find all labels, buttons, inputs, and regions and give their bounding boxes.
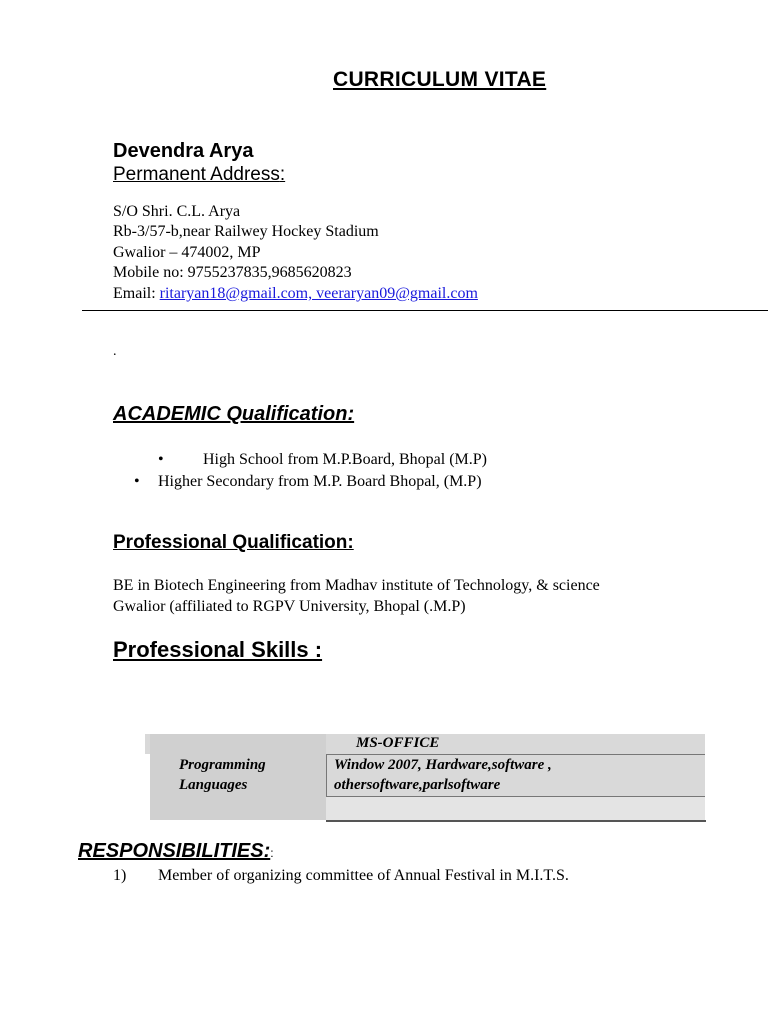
qualification-line-2: Gwalior (affiliated to RGPV University, Bhopal (.M.P) bbox=[113, 598, 466, 615]
academic-item-2 bbox=[134, 473, 482, 491]
permanent-address-label: Permanent Address bbox=[113, 164, 280, 185]
skills-value-line-2: othersoftware,parlsoftware bbox=[334, 777, 501, 793]
permanent-address-colon: : bbox=[279, 164, 286, 185]
email-line bbox=[113, 285, 478, 303]
stray-dot: . bbox=[113, 344, 117, 359]
academic-heading: ACADEMIC Qualification: bbox=[113, 403, 355, 425]
document-title: CURRICULUM VITAE bbox=[333, 68, 547, 91]
skills-label-line-1: Programming bbox=[179, 757, 266, 773]
address-line-1: S/O Shri. C.L. Arya bbox=[113, 203, 241, 220]
professional-qualification-heading: Professional Qualification: bbox=[113, 532, 354, 553]
table-rule bbox=[326, 754, 705, 755]
table-rule bbox=[326, 820, 706, 822]
skills-label-line-2: Languages bbox=[179, 777, 248, 793]
email-label: Email: bbox=[113, 285, 160, 302]
skills-table-header: MS-OFFICE bbox=[356, 735, 440, 751]
candidate-name: Devendra Arya bbox=[113, 140, 254, 162]
header-divider bbox=[82, 310, 768, 311]
table-rule bbox=[326, 754, 327, 796]
bullet-icon: • bbox=[134, 473, 140, 490]
responsibility-item-number: 1) bbox=[113, 867, 127, 884]
responsibilities-heading bbox=[78, 840, 274, 863]
responsibility-item-text: Member of organizing committee of Annual Festival in M.I.T.S. bbox=[158, 867, 569, 884]
responsibilities-label: RESPONSIBILITIES: bbox=[78, 840, 271, 862]
skills-table-empty-cell bbox=[326, 796, 705, 820]
professional-skills-heading: Professional Skills : bbox=[113, 637, 323, 662]
table-rule bbox=[326, 796, 705, 797]
bullet-icon: • bbox=[158, 451, 164, 468]
address-line-2: Rb-3/57-b,near Railwey Hockey Stadium bbox=[113, 223, 379, 240]
academic-item-1 bbox=[158, 451, 487, 469]
academic-item-2-text: Higher Secondary from M.P. Board Bhopal, (M.P) bbox=[158, 473, 482, 490]
address-line-3: Gwalior – 474002, MP bbox=[113, 244, 261, 261]
mobile-line: Mobile no: 9755237835,9685620823 bbox=[113, 264, 352, 281]
qualification-line-1: BE in Biotech Engineering from Madhav institute of Technology, & science bbox=[113, 577, 600, 594]
skills-value-line-1: Window 2007, Hardware,software , bbox=[334, 757, 552, 773]
email-link[interactable]: ritaryan18@gmail.com, veeraryan09@gmail.com bbox=[159, 285, 478, 302]
permanent-address-heading bbox=[113, 164, 285, 186]
responsibilities-suffix: : bbox=[270, 846, 274, 860]
academic-item-1-text: High School from M.P.Board, Bhopal (M.P) bbox=[203, 451, 487, 468]
